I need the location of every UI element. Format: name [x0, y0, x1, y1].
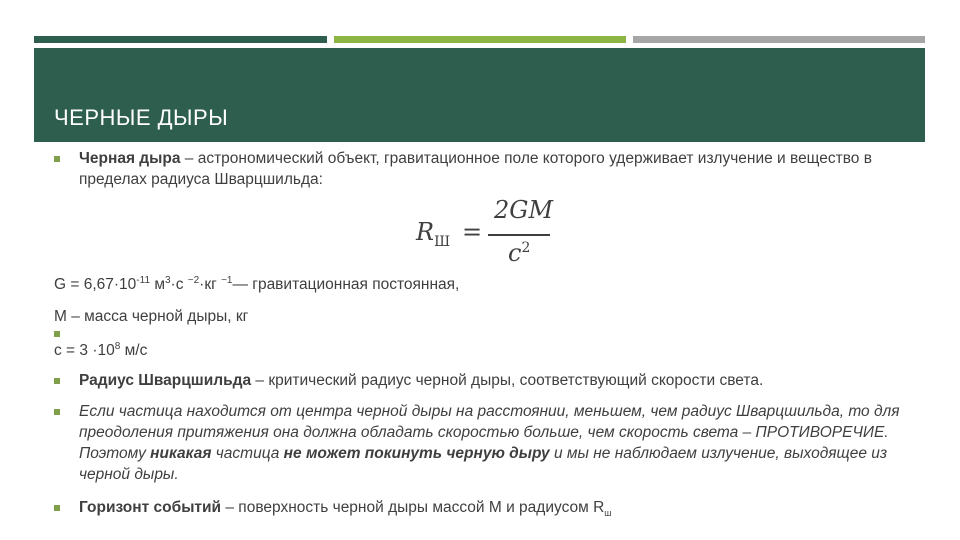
def-mass: М – масса черной дыры, кг: [54, 308, 249, 325]
term-schwarzschild-radius: Радиус Шварцшильда: [79, 372, 252, 389]
def-gravitational-constant: $G = 6,67\cdot 10^{-11}$ $м^3\cdot с$ $^{-2}$·кг $^{-1}$— гравитационная постоянная,: [54, 274, 460, 293]
bullet-marker: [54, 156, 60, 162]
bullet-marker: [54, 378, 60, 384]
top-bar-neutral: [633, 36, 925, 43]
bullet-marker: [54, 331, 60, 337]
definition-black-hole: [79, 148, 924, 190]
formula-lhs: $R_Ш$: [416, 218, 451, 250]
paradox-paragraph: Если частица находится от центра черной дыры на расстоянии, меньшем, чем радиус Шварцшильда, то для преодоления притяжения она должна обладать скоростью больше, чем скорость света – ПРОТИВОРЕЧИЕ. Поэтому никакая частица не может покинуть черную дыру и мы не наблюдаем излучение, выходящее из черной дыры.: [79, 403, 900, 483]
title-band: [34, 48, 925, 142]
slide-title: ЧЕРНЫЕ ДЫРЫ: [54, 105, 229, 130]
schwarzschild-formula: [416, 196, 576, 270]
term-black-hole: Черная дыра: [79, 150, 181, 167]
def-speed-of-light: $с = 3 \cdot 10^8$ м/с: [54, 340, 148, 359]
bullet-marker: [54, 409, 60, 415]
definition-text: – астрономический объект, гравитационное поле которого удерживает излучение и вещество в пределах радиуса Шварцшильда:: [79, 150, 872, 188]
definition-schwarzschild-radius: Радиус Шварцшильда – критический радиус черной дыры, соответствующий скорости света.: [79, 372, 764, 389]
fraction-line: [488, 234, 550, 236]
top-bar-primary: [34, 36, 327, 43]
definition-event-horizon: Горизонт событий – поверхность черной дыры массой М и радиусом $R_ш$: [79, 499, 612, 519]
formula-equals: =: [462, 218, 483, 246]
formula-numerator: 2GM: [494, 196, 554, 224]
formula-denominator: $c^2$: [508, 239, 531, 267]
top-bar-accent: [334, 36, 626, 43]
bullet-marker: [54, 505, 60, 511]
term-event-horizon: Горизонт событий: [79, 499, 222, 516]
